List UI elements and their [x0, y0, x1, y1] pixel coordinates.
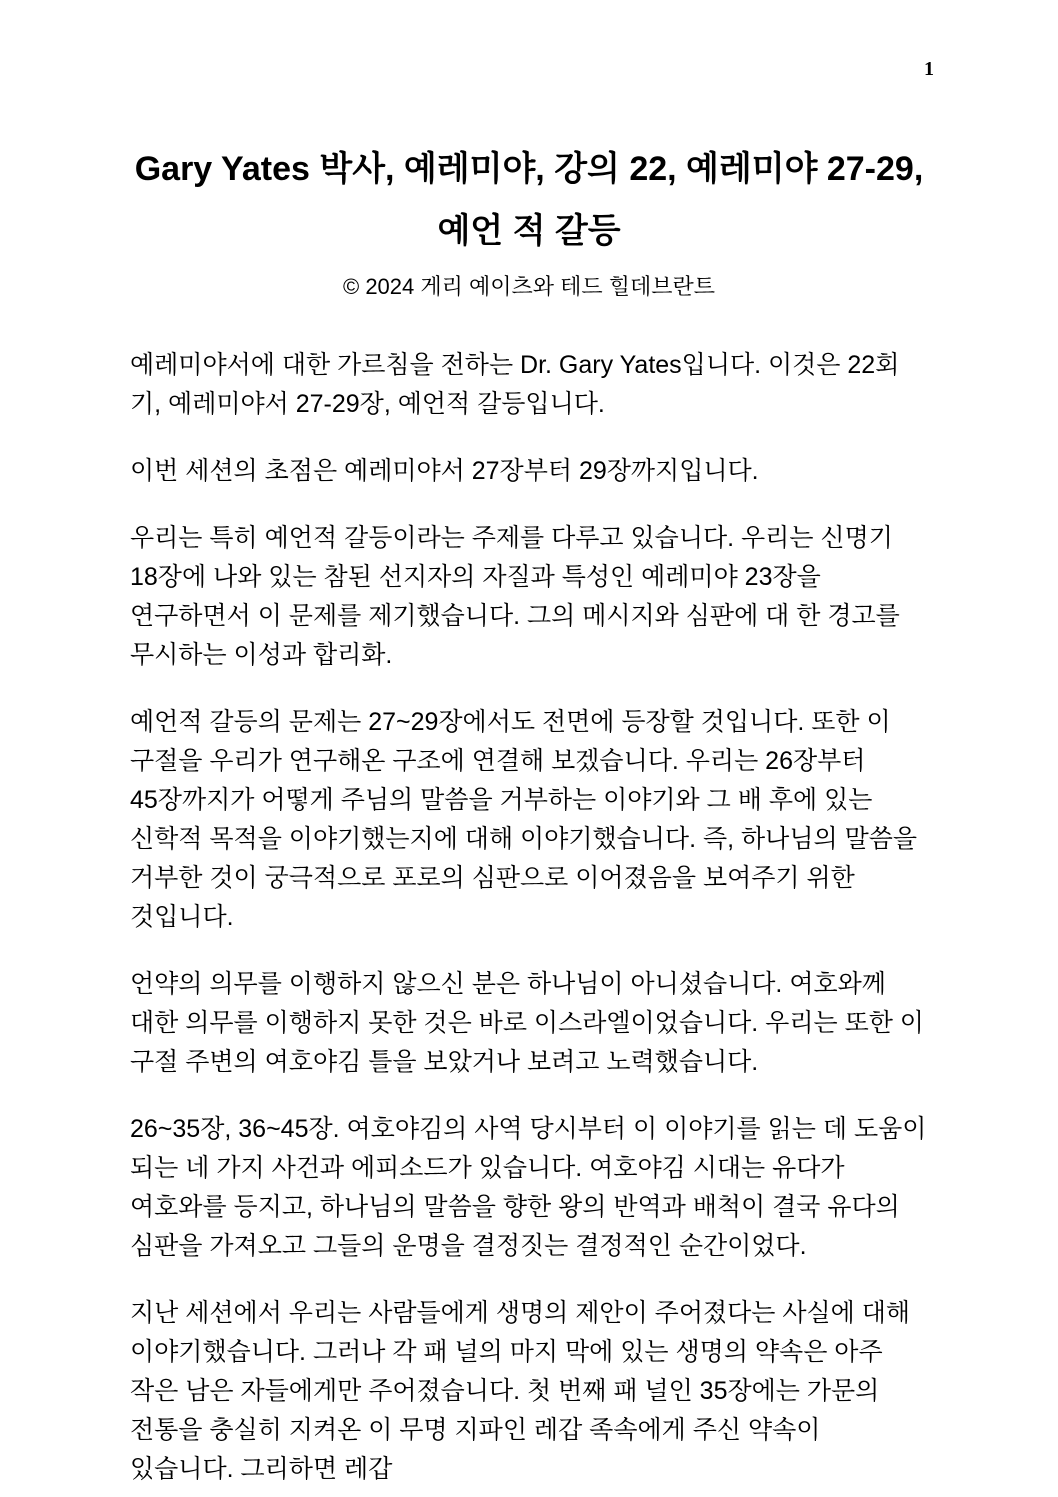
paragraph-intro: 예레미야서에 대한 가르침을 전하는 Dr. Gary Yates입니다. 이것은 22회 기, 예레미야서 27-29장, 예언적 갈등입니다.	[130, 351, 900, 418]
title-line-1: Gary Yates 박사, 예레미야, 강의 22, 예레미야 27-29,	[134, 150, 924, 188]
paragraph-prophetic-conflict-theme: 우리는 특히 예언적 갈등이라는 주제를 다루고 있습니다. 우리는 신명기 18장에 나와 있는 참된 선지자의 자질과 특성인 예레미야 23장을 연구하면서 이 문제를 제기했습니다. 그의 메시지와 심판에 대 한 경고를 무시하는 이성과 합리화.	[130, 524, 900, 669]
paragraph-session-focus: 이번 세션의 초점은 예레미야서 27장부터 29장까지입니다.	[130, 457, 759, 485]
document-header	[0, 0, 1058, 302]
paragraph-previous-session: 지난 세션에서 우리는 사람들에게 생명의 제안이 주어졌다는 사실에 대해 이야기했습니다. 그러나 각 패 널의 마지 막에 있는 생명의 약속은 아주 작은 남은 자들에게만 주어졌습니다. 첫 번째 패 널인 35장에는 가문의 전통을 충실히 지켜온 이 무명 지파인 레갑 족속에게 주신 약속이 있습니다. 그리하면 레갑	[130, 1299, 911, 1483]
paragraph-structure-connection: 예언적 갈등의 문제는 27~29장에서도 전면에 등장할 것입니다. 또한 이 구절을 우리가 연구해온 구조에 연결해 보겠습니다. 우리는 26장부터 45장까지가 어떻게 주님의 말씀을 거부하는 이야기와 그 배 후에 있는 신학적 목적을 이야기했는지에 대해 이야기했습니다. 즉, 하나님의 말씀을 거부한 것이 궁극적으로 포로의 심판으로 이어졌음을 보여주기 위한 것입니다.	[130, 708, 918, 931]
copyright-line: © 2024 게리 예이츠와 테드 힐데브란트	[343, 274, 715, 299]
paragraph-jehoiakim-frame: 26~35장, 36~45장. 여호야김의 사역 당시부터 이 이야기를 읽는 데 도움이 되는 네 가지 사건과 에피소드가 있습니다. 여호야김 시대는 유다가 여호와를 등지고, 하나님의 말씀을 향한 왕의 반역과 배척이 결국 유다의 심판을 가져오고 그들의 운명을 결정짓는 결정적인 순간이었다.	[130, 1115, 927, 1260]
document-body	[130, 346, 930, 1489]
title-line-2: 예언 적 갈등	[437, 212, 621, 250]
document-title	[100, 138, 958, 262]
paragraph-covenant-obligation: 언약의 의무를 이행하지 않으신 분은 하나님이 아니셨습니다. 여호와께 대한 의무를 이행하지 못한 것은 바로 이스라엘이었습니다. 우리는 또한 이 구절 주변의 여호야김 틀을 보았거나 보려고 노력했습니다.	[130, 970, 924, 1076]
page-number: 1	[924, 58, 934, 80]
